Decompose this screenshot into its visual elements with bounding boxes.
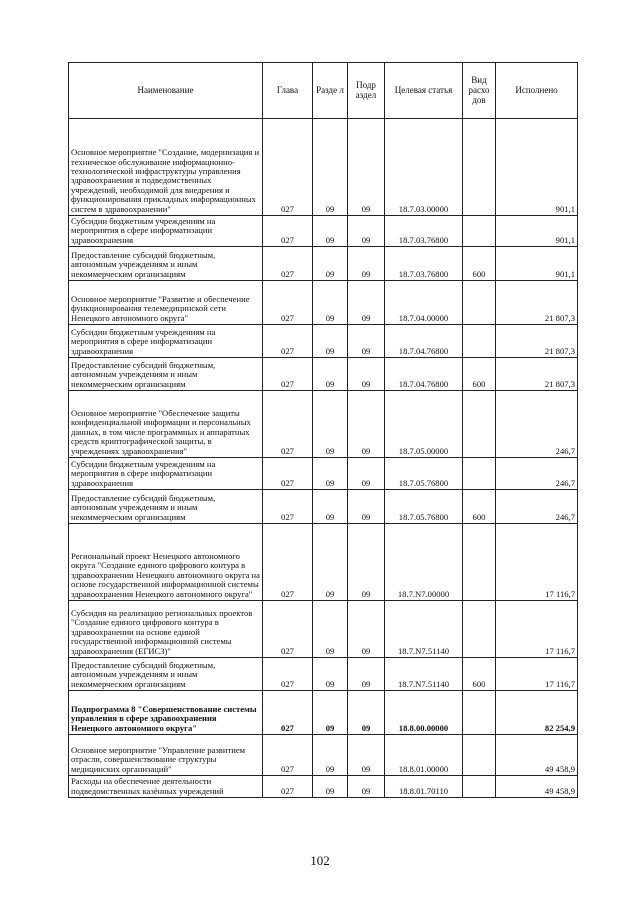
header-vid: Вид расхо дов	[463, 63, 496, 119]
cell-podrazdel: 09	[348, 358, 385, 391]
cell-name: Субсидия на реализацию региональных проектов "Создание единого цифрового контура в здравоохранении на основе единой государственной информационной системы здравоохранения (ЕГИСЗ)"	[69, 601, 263, 658]
cell-name: Региональный проект Ненецкого автономного округа "Создание единого цифрового контура в здравоохранении Ненецкого автономного округа на основе государственной информационной системы здравоохранения Ненецкого автономного округа"	[69, 524, 263, 601]
cell-vid	[463, 119, 496, 216]
table-row	[69, 458, 578, 490]
cell-razdel: 09	[313, 735, 348, 776]
cell-razdel: 09	[313, 391, 348, 458]
table-row	[69, 601, 578, 658]
cell-ispolneno: 17 116,7	[496, 658, 578, 691]
table-row	[69, 658, 578, 691]
table-row	[69, 119, 578, 216]
table-row	[69, 325, 578, 358]
cell-podrazdel: 09	[348, 119, 385, 216]
cell-statya: 18.7.N7.00000	[385, 524, 463, 601]
cell-name: Основное мероприятие "Развитие и обеспечение функционирования телемедицинской сети Ненецкого автономного округа"	[69, 281, 263, 325]
cell-statya: 18.8.01.00000	[385, 735, 463, 776]
header-razdel: Разде л	[313, 63, 348, 119]
table-row	[69, 735, 578, 776]
cell-name: Субсидии бюджетным учреждениям на мероприятия в сфере информатизации здравоохранения	[69, 216, 263, 247]
cell-glava: 027	[263, 524, 313, 601]
cell-glava: 027	[263, 691, 313, 735]
cell-ispolneno: 21 807,3	[496, 358, 578, 391]
cell-vid	[463, 735, 496, 776]
cell-glava: 027	[263, 325, 313, 358]
table-body	[69, 119, 578, 798]
cell-name: Подпрограмма 8 "Совершенствование системы управления в сфере здравоохранения Ненецкого автономного округа"	[69, 691, 263, 735]
cell-vid	[463, 458, 496, 490]
cell-glava: 027	[263, 658, 313, 691]
header-podrazdel: Подр аздел	[348, 63, 385, 119]
cell-ispolneno: 82 254,9	[496, 691, 578, 735]
cell-statya: 18.8.00.00000	[385, 691, 463, 735]
table-row	[69, 358, 578, 391]
cell-statya: 18.7.04.76800	[385, 325, 463, 358]
cell-vid	[463, 524, 496, 601]
cell-ispolneno: 49 458,9	[496, 735, 578, 776]
cell-name: Основное мероприятие "Обеспечение защиты конфиденциальной информации и персональных данных, в том числе программных и аппаратных средств криптографической защиты, в учреждениях здравоохранения"	[69, 391, 263, 458]
header-statya: Целевая статья	[385, 63, 463, 119]
cell-podrazdel: 09	[348, 247, 385, 281]
table-row	[69, 490, 578, 524]
table-row	[69, 391, 578, 458]
budget-table	[68, 62, 578, 798]
cell-statya: 18.7.05.76800	[385, 490, 463, 524]
cell-ispolneno: 17 116,7	[496, 524, 578, 601]
cell-ispolneno: 246,7	[496, 391, 578, 458]
cell-glava: 027	[263, 358, 313, 391]
cell-podrazdel: 09	[348, 216, 385, 247]
cell-podrazdel: 09	[348, 325, 385, 358]
cell-razdel: 09	[313, 776, 348, 798]
cell-ispolneno: 49 458,9	[496, 776, 578, 798]
cell-glava: 027	[263, 216, 313, 247]
cell-podrazdel: 09	[348, 391, 385, 458]
cell-name: Расходы на обеспечение деятельности подведомственных казённых учреждений	[69, 776, 263, 798]
header-ispolneno: Исполнено	[496, 63, 578, 119]
table-row	[69, 281, 578, 325]
cell-ispolneno: 901,1	[496, 216, 578, 247]
cell-statya: 18.8.01.70110	[385, 776, 463, 798]
cell-razdel: 09	[313, 658, 348, 691]
cell-ispolneno: 246,7	[496, 458, 578, 490]
cell-vid	[463, 601, 496, 658]
cell-name: Основное мероприятие "Управление развитием отрасли, совершенствование структуры медицинских организаций"	[69, 735, 263, 776]
cell-ispolneno: 246,7	[496, 490, 578, 524]
cell-statya: 18.7.N7.51140	[385, 601, 463, 658]
cell-podrazdel: 09	[348, 281, 385, 325]
cell-razdel: 09	[313, 601, 348, 658]
cell-razdel: 09	[313, 325, 348, 358]
cell-name: Основное мероприятие "Создание, модернизация и техническое обслуживание информационно-технологической инфраструктуры управления здравоохранения и подведомственных учреждений, необходимой для внедрения и функционирования прикладных информационных систем в здравоохранении"	[69, 119, 263, 216]
cell-glava: 027	[263, 391, 313, 458]
cell-glava: 027	[263, 490, 313, 524]
cell-glava: 027	[263, 247, 313, 281]
cell-glava: 027	[263, 281, 313, 325]
cell-podrazdel: 09	[348, 691, 385, 735]
cell-ispolneno: 21 807,3	[496, 325, 578, 358]
cell-podrazdel: 09	[348, 658, 385, 691]
table-row	[69, 216, 578, 247]
cell-statya: 18.7.03.76800	[385, 216, 463, 247]
cell-name: Предоставление субсидий бюджетным, автономным учреждениям и иным некоммерческим организациям	[69, 358, 263, 391]
cell-glava: 027	[263, 119, 313, 216]
cell-statya: 18.7.03.00000	[385, 119, 463, 216]
header-name: Наименование	[69, 63, 263, 119]
cell-glava: 027	[263, 601, 313, 658]
cell-razdel: 09	[313, 458, 348, 490]
header-glava: Глава	[263, 63, 313, 119]
cell-podrazdel: 09	[348, 524, 385, 601]
cell-podrazdel: 09	[348, 776, 385, 798]
cell-name: Предоставление субсидий бюджетным, автономным учреждениям и иным некоммерческим организациям	[69, 490, 263, 524]
cell-podrazdel: 09	[348, 735, 385, 776]
cell-vid: 600	[463, 490, 496, 524]
cell-ispolneno: 21 807,3	[496, 281, 578, 325]
cell-vid	[463, 281, 496, 325]
cell-vid	[463, 776, 496, 798]
table-row	[69, 524, 578, 601]
cell-statya: 18.7.04.76800	[385, 358, 463, 391]
table-row	[69, 691, 578, 735]
cell-razdel: 09	[313, 119, 348, 216]
cell-razdel: 09	[313, 216, 348, 247]
cell-glava: 027	[263, 458, 313, 490]
table-row	[69, 776, 578, 798]
cell-statya: 18.7.N7.51140	[385, 658, 463, 691]
cell-vid	[463, 691, 496, 735]
cell-ispolneno: 901,1	[496, 247, 578, 281]
cell-vid: 600	[463, 658, 496, 691]
table-header-row	[69, 63, 578, 119]
cell-razdel: 09	[313, 247, 348, 281]
cell-podrazdel: 09	[348, 458, 385, 490]
cell-vid	[463, 391, 496, 458]
table-row	[69, 247, 578, 281]
cell-statya: 18.7.05.00000	[385, 391, 463, 458]
cell-name: Субсидии бюджетным учреждениям на мероприятия в сфере информатизации здравоохранения	[69, 325, 263, 358]
cell-razdel: 09	[313, 490, 348, 524]
cell-statya: 18.7.04.00000	[385, 281, 463, 325]
cell-razdel: 09	[313, 691, 348, 735]
cell-name: Субсидии бюджетным учреждениям на мероприятия в сфере информатизации здравоохранения	[69, 458, 263, 490]
page-number: 102	[310, 853, 330, 868]
cell-ispolneno: 17 116,7	[496, 601, 578, 658]
cell-razdel: 09	[313, 524, 348, 601]
cell-statya: 18.7.03.76800	[385, 247, 463, 281]
cell-name: Предоставление субсидий бюджетным, автономным учреждениям и иным некоммерческим организациям	[69, 247, 263, 281]
cell-glava: 027	[263, 735, 313, 776]
cell-podrazdel: 09	[348, 601, 385, 658]
cell-razdel: 09	[313, 358, 348, 391]
cell-name: Предоставление субсидий бюджетным, автономным учреждениям и иным некоммерческим организациям	[69, 658, 263, 691]
cell-podrazdel: 09	[348, 490, 385, 524]
cell-razdel: 09	[313, 281, 348, 325]
cell-vid	[463, 325, 496, 358]
cell-glava: 027	[263, 776, 313, 798]
cell-vid	[463, 216, 496, 247]
cell-ispolneno: 901,1	[496, 119, 578, 216]
cell-statya: 18.7.05.76800	[385, 458, 463, 490]
cell-vid: 600	[463, 247, 496, 281]
cell-vid: 600	[463, 358, 496, 391]
